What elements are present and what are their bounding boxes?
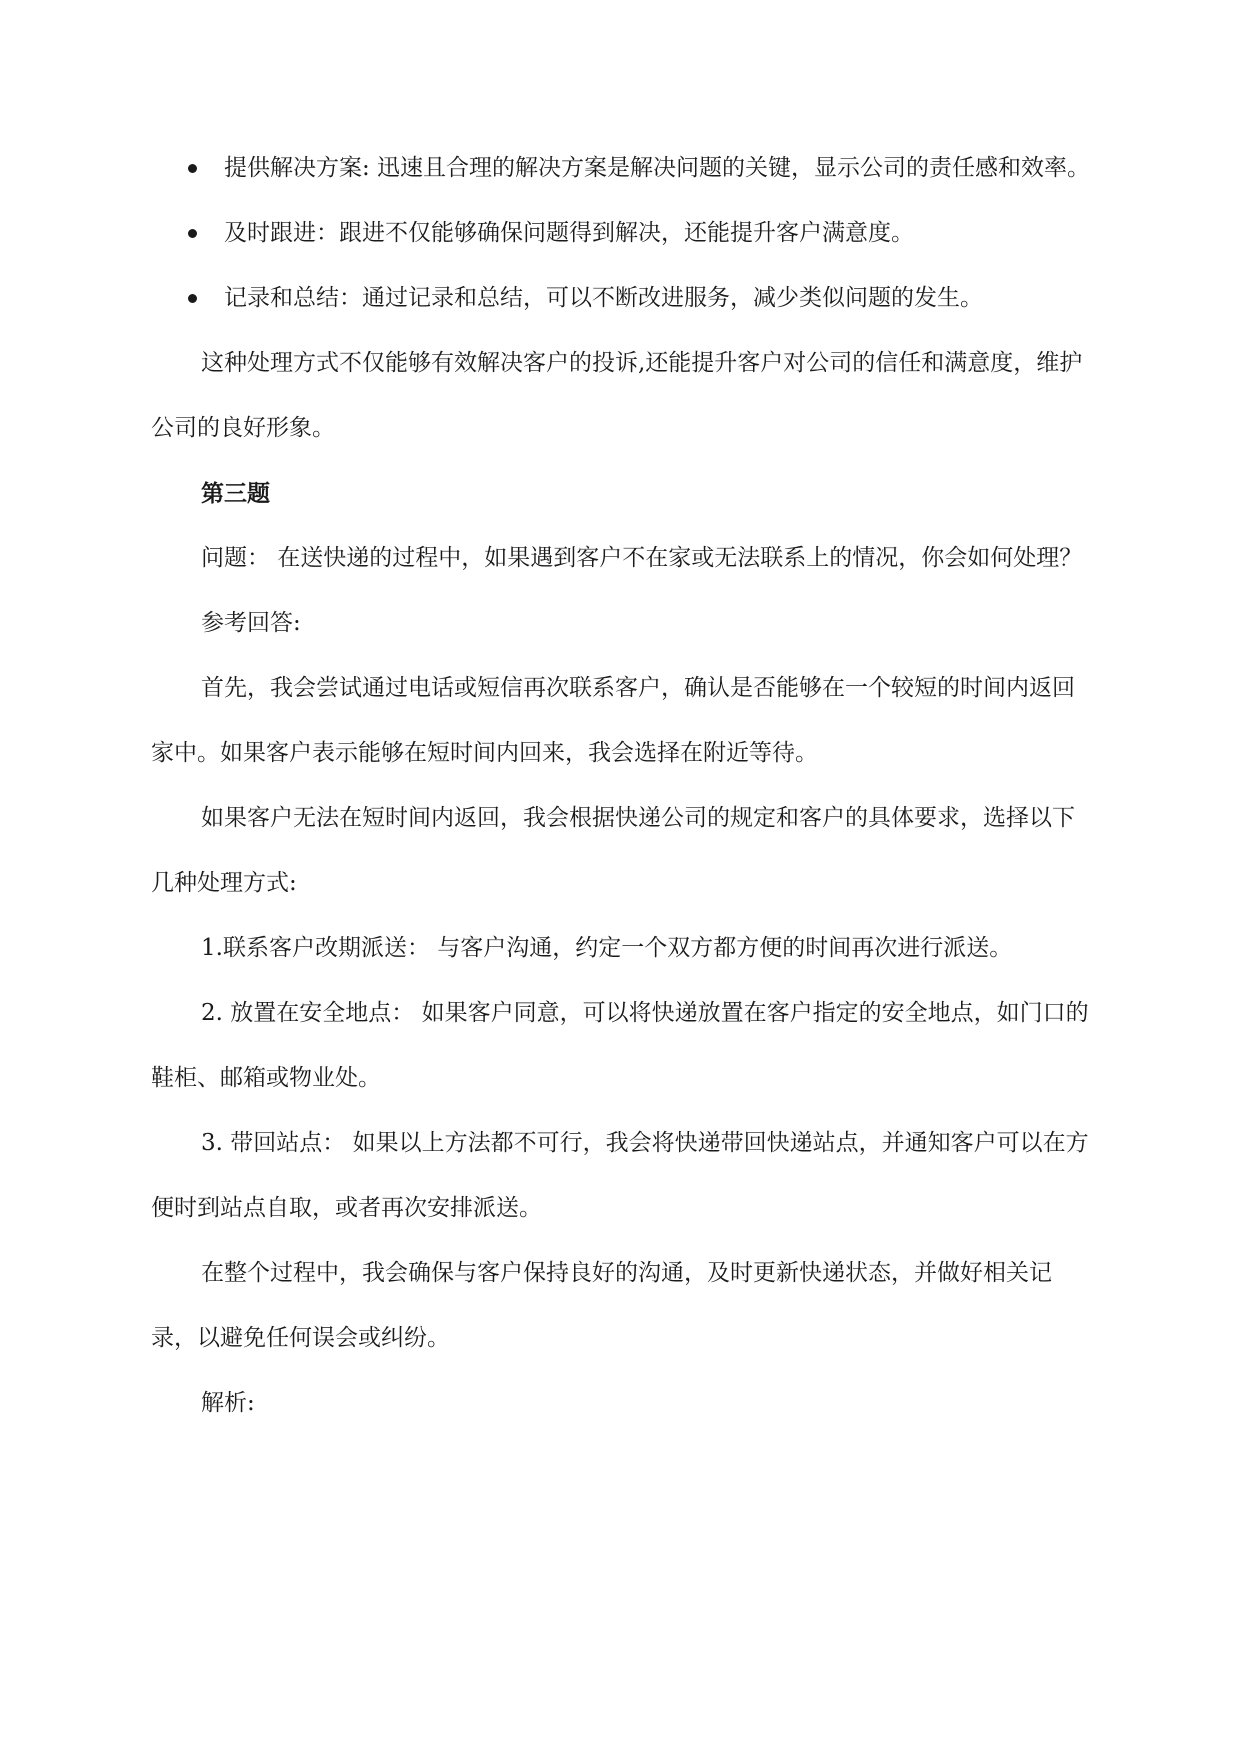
section-heading: 第三题 bbox=[201, 480, 270, 507]
bullet-dot-icon bbox=[188, 294, 197, 303]
answer-paragraph: 首先，我会尝试通过电话或短信再次联系客户，确认是否能够在一个较短的时间内返回家中。如果客户表示能够在短时间内回来，我会选择在附近等待。 bbox=[151, 675, 1075, 766]
bullet-dot-icon bbox=[188, 229, 197, 238]
answer-option: 2. 放置在安全地点： 如果客户同意，可以将快递放置在客户指定的安全地点，如门口的鞋柜、邮箱或物业处。 bbox=[151, 1000, 1089, 1091]
bullet-item bbox=[151, 266, 1091, 331]
analysis-label: 解析: bbox=[201, 1390, 255, 1416]
bullet-text: 及时跟进：跟进不仅能够确保问题得到解决，还能提升客户满意度。 bbox=[224, 220, 914, 246]
answer-label: 参考回答: bbox=[201, 610, 301, 636]
document-body bbox=[151, 136, 1091, 1436]
question-paragraph: 问题： 在送快递的过程中，如果遇到客户不在家或无法联系上的情况，你会如何处理？ bbox=[201, 545, 1083, 571]
answer-option: 3. 带回站点： 如果以上方法都不可行，我会将快递带回快递站点，并通知客户可以在方便时到站点自取，或者再次安排派送。 bbox=[151, 1130, 1089, 1221]
bullet-item bbox=[151, 136, 1091, 201]
answer-option: 1.联系客户改期派送： 与客户沟通，约定一个双方都方便的时间再次进行派送。 bbox=[201, 935, 1013, 961]
answer-paragraph: 如果客户无法在短时间内返回，我会根据快递公司的规定和客户的具体要求，选择以下几种处理方式: bbox=[151, 805, 1075, 896]
summary-paragraph: 这种处理方式不仅能够有效解决客户的投诉,还能提升客户对公司的信任和满意度，维护公司的良好形象。 bbox=[151, 350, 1083, 441]
bullet-text: 提供解决方案: 迅速且合理的解决方案是解决问题的关键，显示公司的责任感和效率。 bbox=[224, 155, 1091, 181]
bullet-item bbox=[151, 201, 1091, 266]
bullet-text: 记录和总结：通过记录和总结，可以不断改进服务，减少类似问题的发生。 bbox=[224, 285, 983, 311]
bullet-list bbox=[151, 136, 1091, 331]
bullet-dot-icon bbox=[188, 164, 197, 173]
answer-paragraph: 在整个过程中，我会确保与客户保持良好的沟通，及时更新快递状态，并做好相关记录，以避免任何误会或纠纷。 bbox=[151, 1260, 1052, 1351]
